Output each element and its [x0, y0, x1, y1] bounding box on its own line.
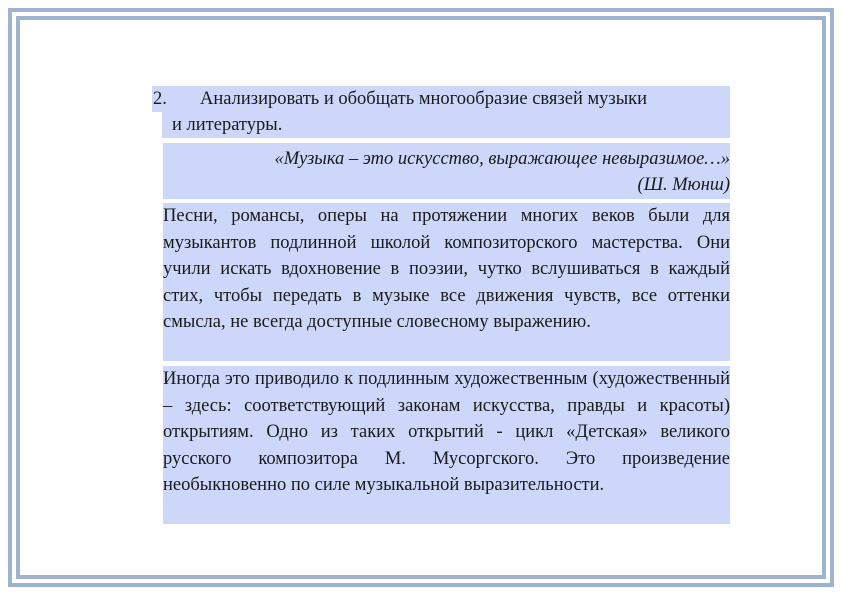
paragraph-2	[163, 366, 730, 524]
item-heading-text: Анализировать и обобщать многообразие связей музыки	[200, 89, 648, 109]
quote-author: (Ш. Мюнш)	[637, 175, 730, 195]
paragraph-1-text: Песни, романсы, оперы на протяжении многих веков были для музыкантов подлинной школой композиторского мастерства. Они учили искать вдохновение в поэзии, чутко вслушиваться в каждый стих, чтобы передать в музыке все движения чувств, все оттенки смысла, не всегда доступные словесному выражению.	[163, 206, 730, 332]
paragraph-2-text: Иногда это приводило к подлинным художественным (художественный – здесь: соответствующий законам искусства, правды и красоты) открытиям. Одно из таких открытий - цикл «Детская» великого русского композитора М. Мусоргского. Это произведение необыкновенно по силе музыкальной выразительности.	[163, 369, 730, 495]
item-number: 2.	[153, 89, 167, 109]
quote-text: «Музыка – это искусство, выражающее невыразимое…»	[274, 149, 730, 169]
paragraph-1	[163, 203, 730, 361]
item-line1	[152, 86, 730, 112]
numbered-item	[152, 86, 730, 138]
item-heading-continuation: и литературы.	[172, 115, 283, 135]
epigraph-quote	[163, 143, 730, 199]
